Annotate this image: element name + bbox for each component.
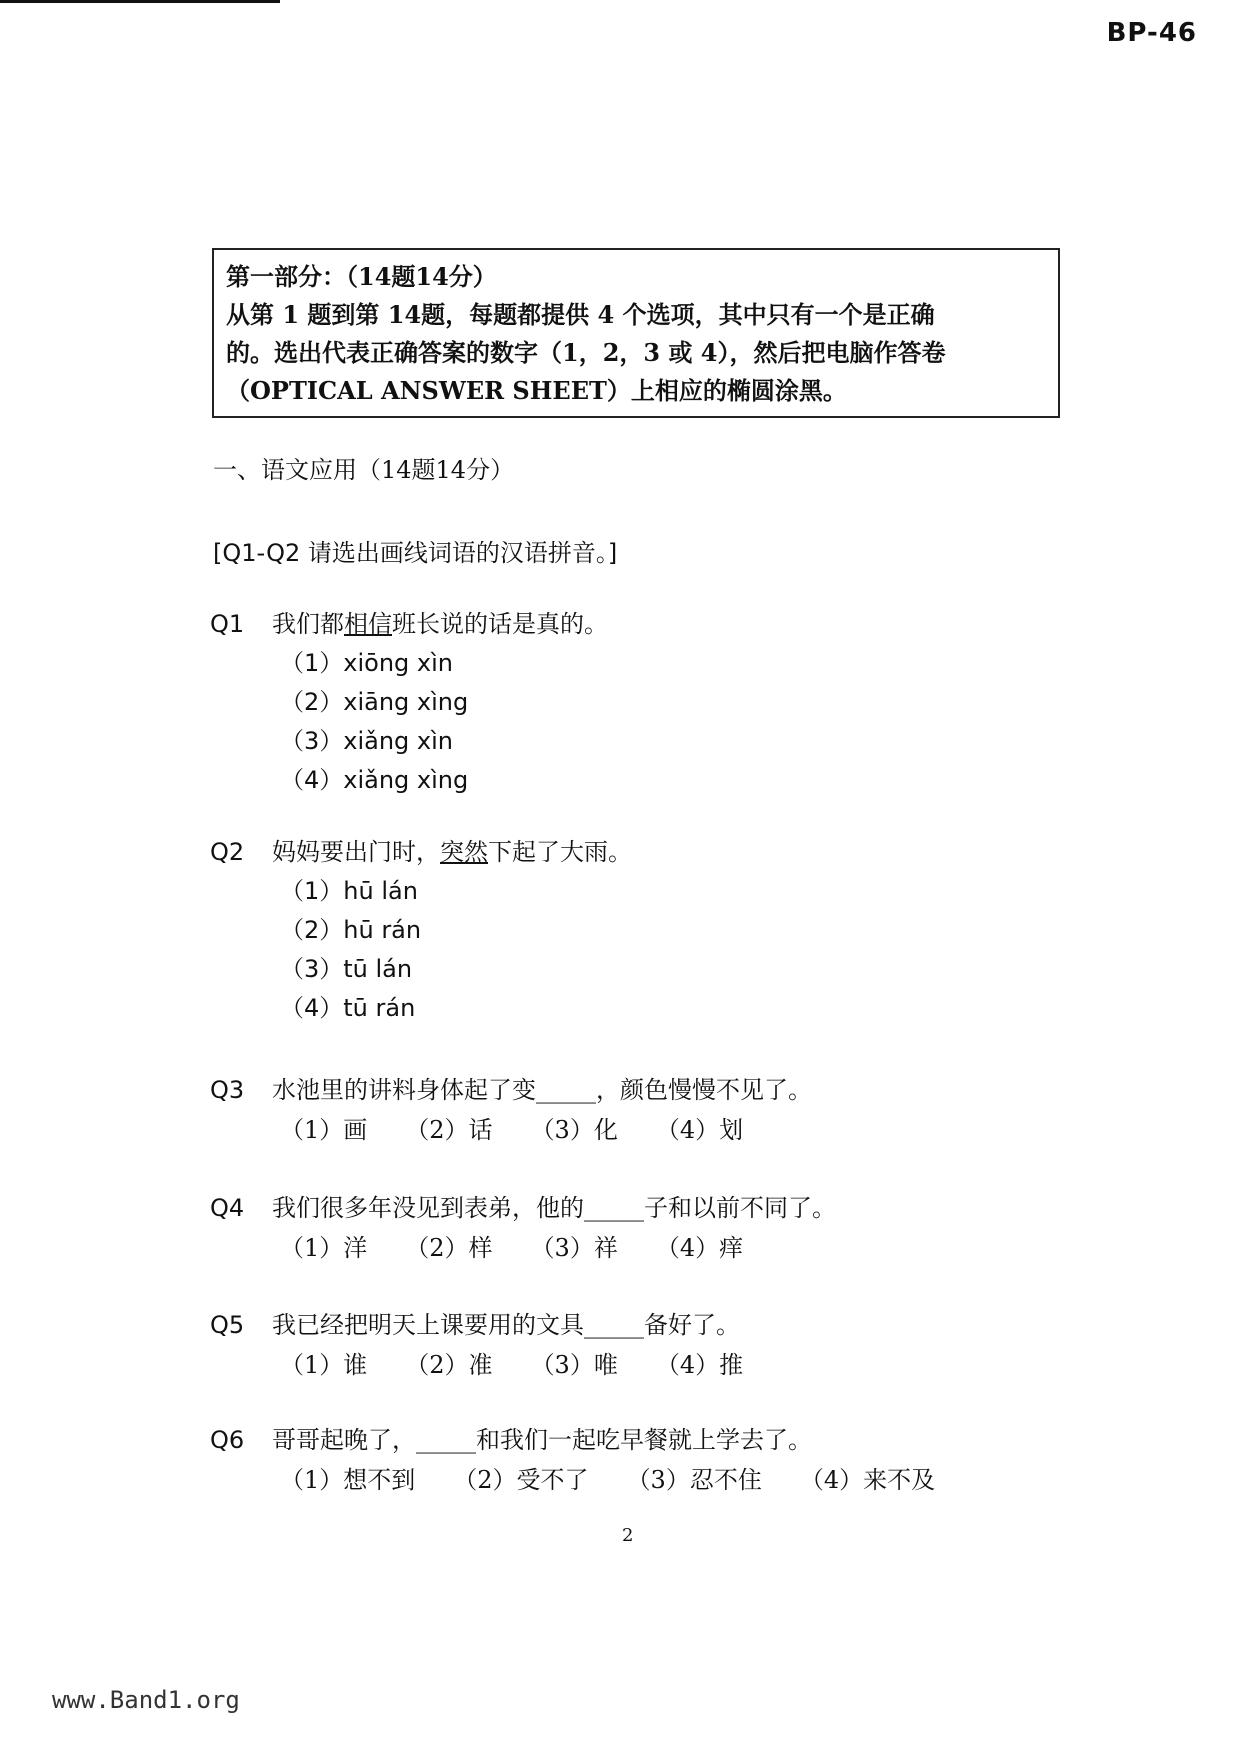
question-stem xyxy=(210,1420,973,1460)
option: （1）hū lán xyxy=(280,877,418,905)
question-stem xyxy=(210,832,632,872)
question-4 xyxy=(210,1188,836,1268)
question-2 xyxy=(210,832,632,1028)
option: （3）xiǎng xìn xyxy=(280,727,454,755)
question-number: Q5 xyxy=(210,1311,245,1339)
option: （2）准 xyxy=(405,1351,493,1379)
option: （3）唯 xyxy=(530,1351,618,1379)
option: （4）来不及 xyxy=(799,1466,936,1494)
option: （2）样 xyxy=(405,1234,493,1262)
question-number: Q4 xyxy=(210,1194,245,1222)
option: （2）话 xyxy=(405,1116,493,1144)
options-list xyxy=(280,872,632,1028)
option: （1）洋 xyxy=(280,1234,368,1262)
instruction-line: （OPTICAL ANSWER SHEET）上相应的椭圆涂黑。 xyxy=(226,376,847,405)
stem-text: 班长说的话是真的。 xyxy=(392,610,608,638)
stem-text: 妈妈要出门时， xyxy=(272,838,440,866)
question-number: Q1 xyxy=(210,610,245,638)
instruction-line: 的。选出代表正确答案的数字（1，2，3 或 4），然后把电脑作答卷 xyxy=(226,338,946,367)
option: （1）谁 xyxy=(280,1351,368,1379)
option: （3）化 xyxy=(530,1116,618,1144)
question-number: Q2 xyxy=(210,838,245,866)
underlined-word: 突然 xyxy=(440,838,488,866)
question-3 xyxy=(210,1070,812,1150)
stem-text: 哥哥起晚了，_____和我们一起吃早餐就上学去了。 xyxy=(272,1426,812,1454)
page-number: 2 xyxy=(622,1525,634,1546)
paper-code: BP-46 xyxy=(1106,18,1197,48)
option: （1）想不到 xyxy=(280,1466,416,1494)
option: （2）受不了 xyxy=(453,1466,589,1494)
option: （2）xiāng xìng xyxy=(280,688,469,716)
stem-text: 水池里的讲料身体起了变_____，颜色慢慢不见了。 xyxy=(272,1076,812,1104)
stem-text: 我们都 xyxy=(272,610,344,638)
question-number: Q3 xyxy=(210,1076,245,1104)
underlined-word: 相信 xyxy=(344,610,392,638)
option: （1）xiōng xìn xyxy=(280,649,453,677)
option: （3）祥 xyxy=(530,1234,618,1262)
question-number: Q6 xyxy=(210,1426,245,1454)
option: （3）忍不住 xyxy=(626,1466,762,1494)
option: （4）xiǎng xìng xyxy=(280,766,469,794)
section-title: 一、语文应用（14题14分） xyxy=(213,456,515,484)
question-5 xyxy=(210,1305,781,1385)
instruction-title: 第一部分：（14题14分） xyxy=(226,262,497,291)
option: （4）tū rán xyxy=(280,994,416,1022)
options-row xyxy=(280,1460,973,1500)
question-stem xyxy=(210,1305,781,1345)
option: （4）划 xyxy=(655,1116,744,1144)
footer-site: www.Band1.org xyxy=(52,1686,240,1714)
option: （4）痒 xyxy=(655,1234,744,1262)
group-instruction: [Q1-Q2 请选出画线词语的汉语拼音。] xyxy=(213,539,618,567)
question-stem xyxy=(210,1188,836,1228)
instruction-box xyxy=(212,248,1060,418)
question-stem xyxy=(210,604,608,644)
option: （1）画 xyxy=(280,1116,368,1144)
option: （4）推 xyxy=(655,1351,744,1379)
top-rule xyxy=(0,0,280,3)
options-row xyxy=(280,1110,812,1150)
stem-text: 我们很多年没见到表弟，他的_____子和以前不同了。 xyxy=(272,1194,836,1222)
option: （2）hū rán xyxy=(280,916,422,944)
options-list xyxy=(280,644,608,800)
question-6 xyxy=(210,1420,973,1500)
options-row xyxy=(280,1228,836,1268)
question-stem xyxy=(210,1070,812,1110)
options-row xyxy=(280,1345,781,1385)
stem-text: 下起了大雨。 xyxy=(488,838,632,866)
instruction-line: 从第 1 题到第 14题，每题都提供 4 个选项，其中只有一个是正确 xyxy=(226,300,935,329)
option: （3）tū lán xyxy=(280,955,413,983)
stem-text: 我已经把明天上课要用的文具_____备好了。 xyxy=(272,1311,740,1339)
question-1 xyxy=(210,604,608,800)
